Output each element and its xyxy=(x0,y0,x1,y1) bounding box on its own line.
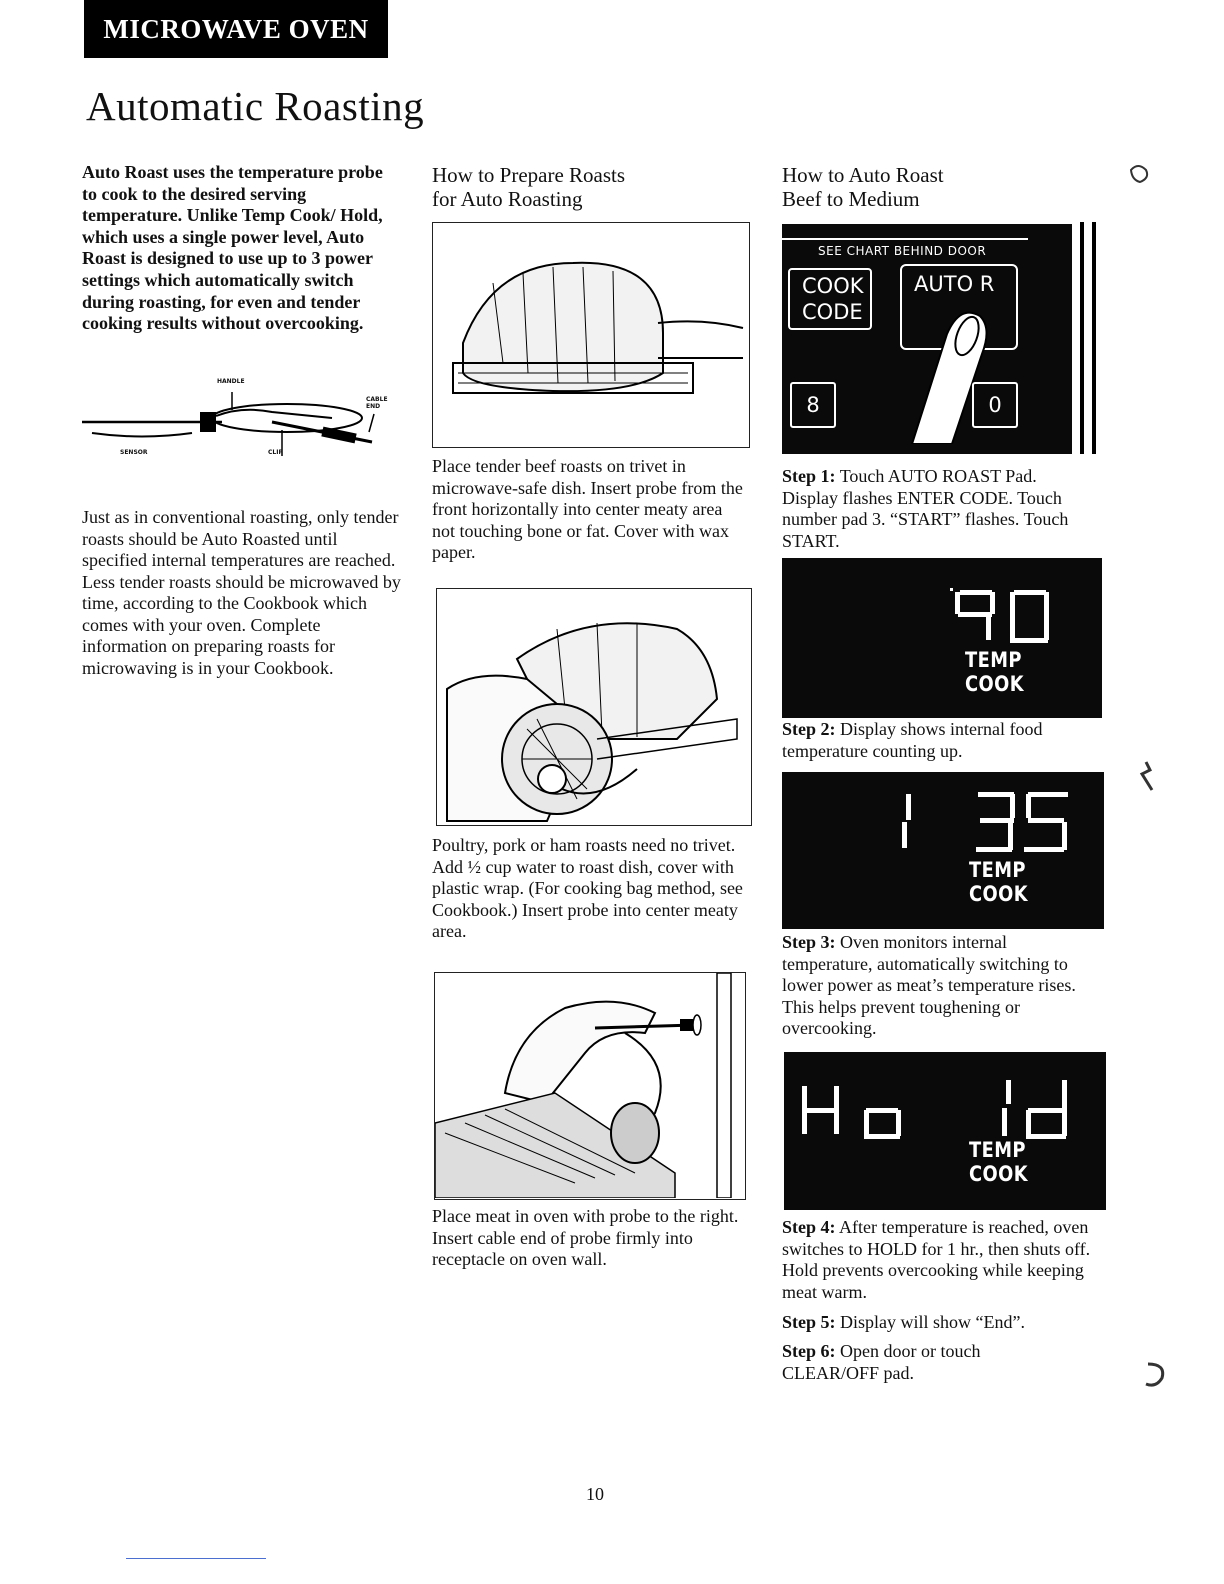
step-4 xyxy=(782,1217,1094,1303)
display-1-label: TEMP COOK xyxy=(965,648,1024,696)
probe-diagram xyxy=(82,378,402,460)
intro-paragraph: Just as in conventional roasting, only tender roasts should be Auto Roasted until specified internal temperatures are reached. Less tender roasts should be microwaved by time, according to the Cookbook which comes with your oven. Complete information on preparing roasts for microwaving is in your Cookbook. xyxy=(82,507,401,678)
probe-label-sensor: SENSOR xyxy=(120,449,148,456)
number-pad-0-label: 0 xyxy=(988,393,1002,417)
margin-speck-1 xyxy=(1126,160,1156,190)
page-title: Automatic Roasting xyxy=(86,83,425,129)
step-1 xyxy=(782,466,1092,552)
prepare-heading xyxy=(432,163,752,211)
margin-speck-2 xyxy=(1136,760,1158,796)
cook-code-pad[interactable] xyxy=(788,268,872,330)
cook-code-line2: CODE xyxy=(802,300,863,324)
panel-divider xyxy=(782,238,1028,240)
step-5-text: Display will show “End”. xyxy=(840,1312,1025,1332)
display-3-label: TEMP COOK xyxy=(969,1138,1028,1186)
step-4-label: Step 4: xyxy=(782,1217,836,1237)
probe-label-clip: CLIP xyxy=(268,449,283,456)
section-header-label: MICROWAVE OVEN xyxy=(103,13,369,44)
cook-code-line1: COOK xyxy=(802,274,864,298)
step-3 xyxy=(782,932,1092,1040)
margin-speck-3 xyxy=(1140,1358,1174,1392)
probe-insertion-illustration xyxy=(434,972,746,1200)
step-3-label: Step 3: xyxy=(782,932,836,952)
control-panel xyxy=(782,224,1072,454)
probe-label-handle: HANDLE xyxy=(217,378,245,385)
page-number: 10 xyxy=(586,1484,604,1504)
auto-roast-heading xyxy=(782,163,1102,211)
prepare-heading-line2: for Auto Roasting xyxy=(432,187,583,211)
panel-edge-line-2 xyxy=(1092,222,1096,454)
auto-roast-heading-line1: How to Auto Roast xyxy=(782,163,944,187)
display-panel-3 xyxy=(784,1052,1106,1210)
number-pad-0[interactable] xyxy=(972,382,1018,428)
number-pad-8-label: 8 xyxy=(806,393,820,417)
display-panel-1 xyxy=(782,558,1102,718)
step-5-label: Step 5: xyxy=(782,1312,836,1332)
step-2-label: Step 2: xyxy=(782,719,836,739)
prepare-caption-3: Place meat in oven with probe to the right. Insert cable end of probe firmly into receptacle on oven wall. xyxy=(432,1206,739,1269)
prepare-caption-1: Place tender beef roasts on trivet in microwave-safe dish. Insert probe from the front horizontally into center meaty area not touching bone or fat. Cover with wax paper. xyxy=(432,456,743,562)
probe-label-cable-end: CABLE END xyxy=(366,396,388,410)
auto-roast-pad-label: AUTO R xyxy=(914,272,995,296)
step-3-text: Oven monitors internal temperature, automatically switching to lower power as meat’s temperature rises. This helps prevent toughening or overcooking. xyxy=(782,932,1076,1038)
probe-illustration xyxy=(82,378,402,460)
step-4-text: After temperature is reached, oven switches to HOLD for 1 hr., then shuts off. Hold prevents overcooking while keeping meat warm. xyxy=(782,1217,1091,1302)
auto-roast-heading-line2: Beef to Medium xyxy=(782,187,920,211)
step-6 xyxy=(782,1341,1032,1384)
footer-rule xyxy=(126,1558,266,1559)
step-6-label: Step 6: xyxy=(782,1341,836,1361)
display-2-label: TEMP COOK xyxy=(969,858,1028,906)
number-pad-8[interactable] xyxy=(790,382,836,428)
display-3-reading xyxy=(784,1052,1106,1210)
step-6-text: Open door or touch CLEAR/OFF pad. xyxy=(782,1341,981,1383)
step-2 xyxy=(782,719,1092,762)
section-header-band xyxy=(84,0,388,58)
step-5 xyxy=(782,1312,1094,1334)
step-2-text: Display shows internal food temperature counting up. xyxy=(782,719,1043,761)
chart-strip-label: SEE CHART BEHIND DOOR xyxy=(818,244,987,258)
intro-bold-paragraph: Auto Roast uses the temperature probe to cook to the desired serving temperature. Unlike Temp Cook/ Hold, which uses a single power level, Auto Roast is designed to use up to 3 power settings which automatically switch during roasting, for even and tender cooking results without overcooking. xyxy=(82,162,383,334)
step-1-text: Touch AUTO ROAST Pad. Display flashes ENTER CODE. Touch number pad 3. “START” flashes. Touch START. xyxy=(782,466,1069,551)
poultry-roast-illustration xyxy=(436,588,752,826)
prepare-heading-line1: How to Prepare Roasts xyxy=(432,163,626,187)
beef-roast-trivet-illustration xyxy=(432,222,750,448)
prepare-caption-2: Poultry, pork or ham roasts need no trivet. Add ½ cup water to roast dish, cover with plastic wrap. (For cooking bag method, see Cookbook.) Insert probe into center meaty area. xyxy=(432,835,743,941)
step-1-label: Step 1: xyxy=(782,466,836,486)
panel-edge-line-1 xyxy=(1080,222,1084,454)
display-panel-2 xyxy=(782,772,1104,929)
